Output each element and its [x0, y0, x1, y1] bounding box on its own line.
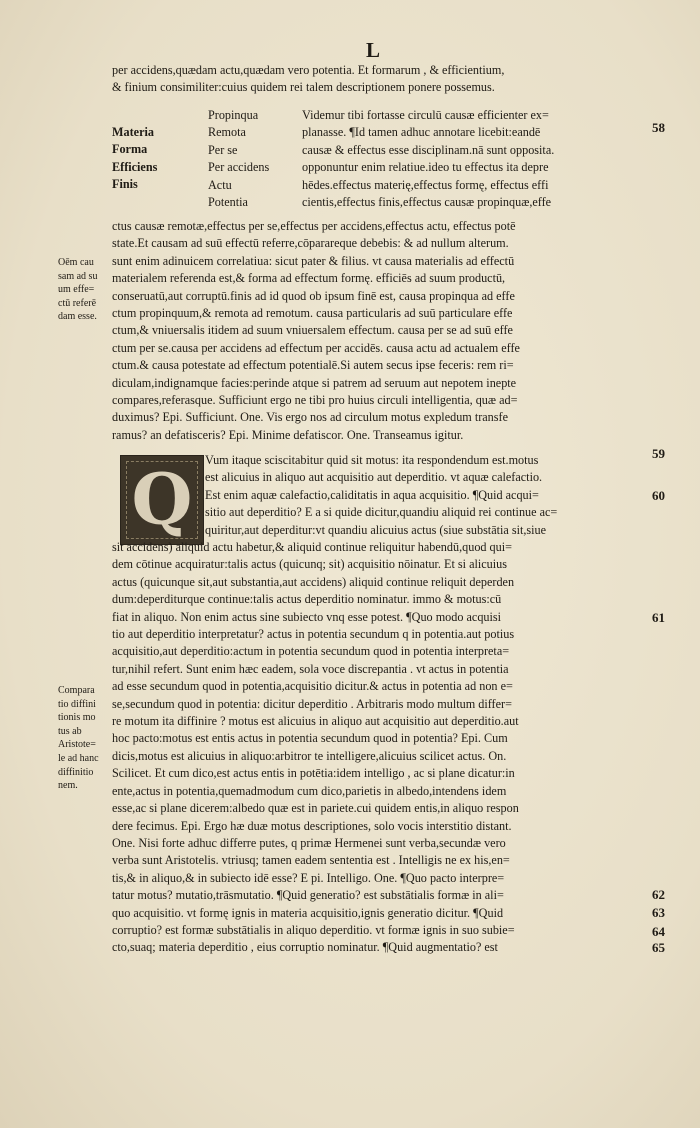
margin-note-line: sam ad su — [58, 270, 98, 282]
text-line: Scilicet. Et cum dico,est actus entis in potētia:idem intelligo , ac si plane dicatur:in — [112, 766, 515, 781]
body-paragraph — [112, 218, 652, 444]
text-line: compares,referasque. Sufficiunt ergo ne tibi pro huius circuli intelligentia, quæ ad= — [112, 393, 518, 408]
text-line: cto,suaq; materia deperditio , eius corruptio nominatur. ¶Quid augmentatio? est — [112, 940, 498, 955]
text-line: corruptio? est formæ substātialis in aliquo deperditio. vt formæ ignis in suo subie= — [112, 922, 515, 937]
margin-note-line: le ad hanc — [58, 752, 99, 764]
text-line: ctum,& vniuersalis itidem ad suum vniuersalem effectum. causa per se ad suū effe — [112, 323, 513, 338]
text-line: quiritur,aut deperditur:vt quandiu alicuius actus (siue substātia sit,siue — [205, 522, 547, 537]
scheme-column-modes — [208, 107, 298, 211]
motion-paragraph-start — [205, 452, 655, 539]
margin-note-line: Compara — [58, 685, 95, 696]
text-line: re motum ita diffinire ? motus est alicuius in aliquo aut acquisitio aut deperditio.aut — [112, 714, 519, 729]
section-number-58: 58 — [652, 120, 665, 135]
scheme-term: Forma — [112, 142, 148, 157]
text-line: sunt enim adinuicem correlatiua: sicut pater & filius. vt causa materialis ad effectū — [112, 253, 515, 268]
section-number-59: 59 — [652, 446, 665, 461]
margin-note-line: um effe= — [58, 284, 95, 296]
margin-note-line: tus ab — [58, 725, 82, 737]
text-line: ente,actus in potentia,quemadmodum cum dico,parietis in albedo,intendens idem — [112, 783, 507, 798]
section-number — [652, 905, 665, 921]
margin-note-causes — [58, 256, 113, 324]
text-line: opponuntur enim relatiue.ideo tu effectus ita depre — [302, 160, 549, 175]
section-number-64: 64 — [652, 924, 665, 939]
text-line: ramus? an defatisceris? Epi. Minime defatiscor. One. Transeamus igitur. — [112, 427, 464, 442]
top-paragraph — [112, 62, 652, 97]
text-line: Videmur tibi fortasse circulū causæ efficienter ex= — [302, 108, 549, 122]
text-line: ad esse secundum quod in potentia,acquisitio dicitur.& actus in potentia ad non e= — [112, 679, 513, 694]
text-line: sit accidens) aliquid actu habetur,& aliquid continue reliquitur habendū,quod qui= — [112, 540, 513, 554]
scheme-column-text — [302, 107, 642, 211]
text-line: est alicuius in aliquo aut acquisitio aut deperditio. vt aquæ calefactio. — [205, 470, 543, 485]
section-number — [652, 887, 665, 903]
text-line: Vum itaque sciscitabitur quid sit motus: ita respondendum est.motus — [205, 453, 539, 467]
margin-note-line: Oēm cau — [58, 257, 94, 268]
scheme-term: Finis — [112, 177, 138, 192]
margin-note-line: Aristote= — [58, 739, 96, 751]
section-number — [652, 488, 665, 504]
text-line: tis,& in aliquo,& in subiecto idē esse? E pi. Intelligo. One. ¶Quo pacto interpre= — [112, 870, 505, 885]
text-line: se,secundum quod in potentia: dicitur deperditio . Arbitraris modo multum differ= — [112, 696, 512, 711]
text-line: sitio aut deperditio? E a si quide dicitur,quandiu aliquid rei continue ac= — [205, 505, 558, 520]
text-line: ctum propinquum,& remota ad remotum. causa particularis ad suū particulare effe — [112, 306, 513, 321]
text-line: quo acquisitio. vt formę ignis in materia acquisitio,ignis generatio dicitur. ¶Quid — [112, 905, 504, 920]
text-line: duximus? Epi. Sufficiunt. One. Vis ergo nos ad circulum motus expledum transfe — [112, 410, 508, 425]
text-line: ctum per se.causa per accidens ad effectum per accidēs. causa actu ad actualem effe — [112, 340, 520, 355]
section-number-65: 65 — [652, 940, 665, 955]
text-line: tio aut deperditio interpretatur? actus in potentia secundum q in potentia.aut potius — [112, 627, 515, 642]
text-line: fiat in aliquo. Non enim actus sine subiecto vnq esse potest. ¶Quo modo acquisi — [112, 609, 502, 624]
scheme-term: Efficiens — [112, 159, 158, 174]
text-line: hoc pacto:motus est entis actus in potentia secundum quod in potentia? Epi. Cum — [112, 731, 508, 746]
text-line: tatur motus? mutatio,trāsmutatio. ¶Quid generatio? est substātialis formæ in ali= — [112, 888, 504, 903]
text-line: & finium consimiliter:cuius quidem rei talem descriptionem ponere possemus. — [112, 80, 495, 95]
margin-note-line: diffinitio — [58, 766, 94, 778]
scheme-term: Materia — [112, 125, 154, 139]
scheme-term: Propinqua — [208, 108, 259, 122]
causes-scheme — [112, 110, 632, 214]
margin-note-line: nem. — [58, 780, 78, 792]
initial-letter: Q — [131, 458, 193, 541]
section-number — [652, 924, 665, 940]
text-line: per accidens,quædam actu,quædam vero potentia. Et formarum , & efficientium, — [112, 63, 505, 77]
section-number-63: 63 — [652, 905, 665, 920]
text-line: materialem referenda est,& forma ad effectum formę. efficiēs ad suum productū, — [112, 271, 506, 286]
decorated-initial — [120, 455, 204, 545]
text-line: ctum.& causa potestate ad effectum potentialē.Si autem secus ipse feceris: rem ri= — [112, 358, 514, 373]
scheme-column-causes — [112, 124, 182, 194]
text-line: ctus causæ remotæ,effectus per se,effectus per accidens,effectus actu, effectus potē — [112, 219, 516, 233]
text-line: Est enim aquæ calefactio,caliditatis in aqua acquisitio. ¶Quid acqui= — [205, 487, 539, 502]
text-line: dum:deperditurque continue:talis actus deperditio nominatur. immo & motus:cū — [112, 592, 502, 607]
text-line: One. Nisi forte adhuc differre putes, q primæ Hermenei sunt verba,secundæ vero — [112, 835, 506, 850]
section-number — [652, 446, 665, 462]
text-line: diculam,indignamque facies:perinde atque si patrem ad seruum aut nepotem inepte — [112, 375, 517, 390]
text-line: dicis,motus est alicuius in aliquo:arbitror te intelligere,alicuius scilicet actus. On. — [112, 748, 507, 763]
text-line: causæ & effectus esse disciplinam.nā sunt opposita. — [302, 142, 555, 157]
margin-note-line: ctū referē — [58, 297, 97, 309]
scheme-term: Remota — [208, 125, 246, 140]
scheme-term: Per accidens — [208, 160, 270, 175]
section-number-61: 61 — [652, 610, 665, 625]
scheme-term: Actu — [208, 177, 232, 192]
margin-note-line: tionis mo — [58, 712, 96, 724]
text-line: hēdes.effectus materię,effectus formę, effectus effi — [302, 177, 549, 192]
section-number — [652, 610, 665, 626]
text-line: planasse. ¶Id tamen adhuc annotare licebit:eandē — [302, 125, 541, 140]
section-number-62: 62 — [652, 887, 665, 902]
motion-paragraph — [112, 539, 652, 957]
text-line: tur,nihil refert. Sunt enim hæc eadem, sola voce discrepantia . vt actus in potentia — [112, 661, 509, 676]
folio-letter: L — [366, 38, 382, 62]
text-line: cientis,effectus finis,effectus causæ propinquæ,effe — [302, 195, 552, 210]
scheme-term: Per se — [208, 142, 238, 157]
margin-note-line: tio diffini — [58, 698, 96, 710]
text-line: acquisitio,aut deperditio:actum in potentia secundum quod in potentia interpreta= — [112, 644, 510, 659]
text-line: verba sunt Aristotelis. vtriusq; tamen eadem sententia est . Intelligis ne ex his,en= — [112, 853, 510, 868]
section-number — [652, 120, 665, 136]
section-number — [652, 940, 665, 956]
margin-note-line: dam esse. — [58, 311, 97, 323]
text-line: esse,ac si plane dicerem:albedo quæ est in pariete.cui quidem entis,in aliquo respon — [112, 801, 519, 816]
text-line: dere fecimus. Epi. Ergo hæ duæ motus descriptiones, solo vocis interstitio distant. — [112, 818, 512, 833]
text-line: dem cōtinue acquiratur:talis actus (quicunq; sit) acquisitio nōinatur. Et si alicuius — [112, 557, 507, 572]
section-number-60: 60 — [652, 488, 665, 503]
text-line: state.Et causam ad suū effectū referre,cōparareque debebis: & ad nullum alterum. — [112, 236, 509, 251]
text-line: actus (quicunque sit,aut substantia,aut accidens) aliquid continue reliquit deperden — [112, 574, 515, 589]
text-line: conseruatū,aut corruptū.finis ad id quod ob ipsum finē est, causa propinqua ad effe — [112, 288, 515, 303]
margin-note-comparison — [58, 684, 113, 793]
scheme-term: Potentia — [208, 195, 248, 210]
